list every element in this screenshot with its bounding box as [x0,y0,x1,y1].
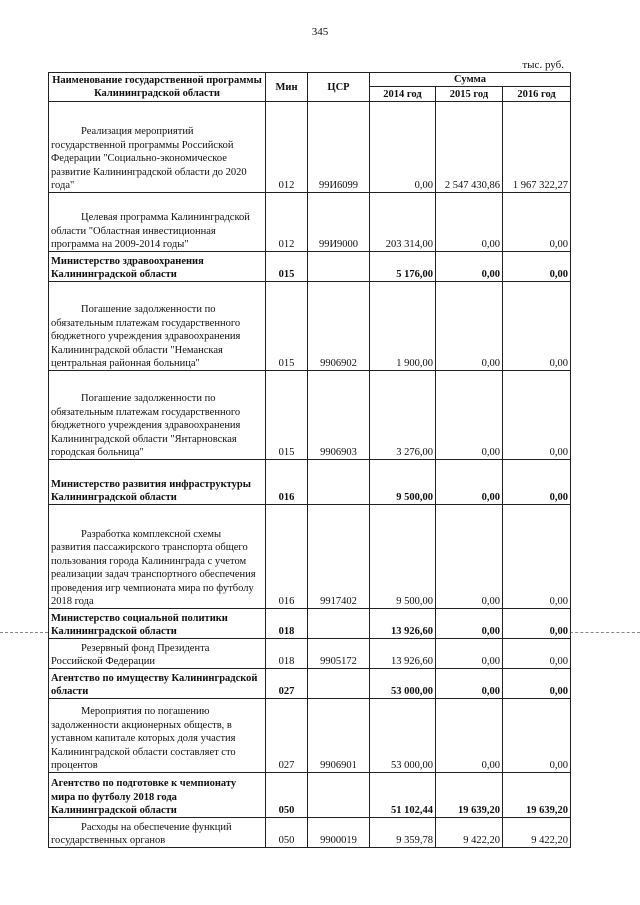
row-min: 012 [266,102,308,193]
row-2014: 9 500,00 [370,460,436,505]
row-name: Министерство социальной политики Калининградской области [49,609,266,639]
table-row [49,193,571,252]
page-number: 345 [311,26,329,38]
row-2016: 19 639,20 [503,773,571,818]
row-2014: 5 176,00 [370,252,436,282]
table-row [49,371,571,460]
row-name: Агентство по имуществу Калининградской области [49,669,266,699]
row-csr: 9905172 [308,639,370,669]
row-min: 012 [266,193,308,252]
row-2016: 1 967 322,27 [503,102,571,193]
row-name: Целевая программа Калининградской области "Областная инвестиционная программа на 2009-2014 годы" [49,193,266,252]
row-2015: 0,00 [436,639,503,669]
table-row [49,699,571,773]
row-2014: 51 102,44 [370,773,436,818]
row-min: 027 [266,699,308,773]
header-csr: ЦСР [308,73,370,102]
row-name: Разработка комплексной схемы развития пассажирского транспорта общего пользования города Калининграда с учетом реализации задач транспортного обеспечения проведения игр чемпионата мира по футболу 2018 года [49,505,266,609]
row-csr [308,669,370,699]
table-row [49,252,571,282]
row-min: 018 [266,639,308,669]
row-2015: 0,00 [436,505,503,609]
row-name: Погашение задолженности по обязательным платежам государственного бюджетного учреждения здравоохранения Калининградской области "Неманская центральная районная больница" [49,282,266,371]
row-2015: 9 422,20 [436,818,503,848]
row-min: 015 [266,252,308,282]
row-2014: 0,00 [370,102,436,193]
row-2014: 1 900,00 [370,282,436,371]
row-2016: 0,00 [503,609,571,639]
row-2016: 0,00 [503,460,571,505]
row-2015: 0,00 [436,282,503,371]
row-2016: 0,00 [503,639,571,669]
row-csr: 9906903 [308,371,370,460]
table-row [49,818,571,848]
row-2016: 0,00 [503,371,571,460]
row-2015: 0,00 [436,460,503,505]
row-csr [308,609,370,639]
row-name: Министерство здравоохранения Калининградской области [49,252,266,282]
row-2014: 53 000,00 [370,699,436,773]
row-2015: 0,00 [436,371,503,460]
table-row [49,505,571,609]
row-name: Погашение задолженности по обязательным платежам государственного бюджетного учреждения здравоохранения Калининградской области "Янтарновская городская больница" [49,371,266,460]
row-name: Агентство по подготовке к чемпионату мира по футболу 2018 года Калининградской области [49,773,266,818]
row-2016: 0,00 [503,699,571,773]
row-name: Расходы на обеспечение функций государственных органов [49,818,266,848]
table-row [49,639,571,669]
scan-artifact-line-left [0,632,48,633]
row-min: 018 [266,609,308,639]
row-min: 016 [266,460,308,505]
unit-label: тыс. руб. [522,59,564,71]
row-csr [308,773,370,818]
row-2014: 3 276,00 [370,371,436,460]
row-2015: 0,00 [436,609,503,639]
row-name: Министерство развития инфраструктуры Калининградской области [49,460,266,505]
row-2014: 203 314,00 [370,193,436,252]
header-2016: 2016 год [503,87,571,102]
header-2015: 2015 год [436,87,503,102]
table-row [49,282,571,371]
row-csr: 9906901 [308,699,370,773]
row-2016: 0,00 [503,193,571,252]
row-csr [308,460,370,505]
header-2014: 2014 год [370,87,436,102]
row-min: 050 [266,773,308,818]
row-2016: 0,00 [503,282,571,371]
header-name: Наименование государственной программы Калининградской области [49,73,266,102]
row-min: 015 [266,371,308,460]
row-min: 050 [266,818,308,848]
header-sum: Сумма [370,73,571,87]
table-row [49,102,571,193]
row-name: Реализация мероприятий государственной программы Российской Федерации "Социально-экономическое развитие Калининградской области до 2020 года" [49,102,266,193]
table-row [49,773,571,818]
row-2014: 13 926,60 [370,609,436,639]
table-row [49,669,571,699]
row-2016: 0,00 [503,252,571,282]
row-2015: 0,00 [436,669,503,699]
row-name: Мероприятия по погашению задолженности акционерных обществ, в уставном капитале которых доля участия Калининградской области составляет сто процентов [49,699,266,773]
row-min: 027 [266,669,308,699]
row-csr: 9900019 [308,818,370,848]
row-2016: 0,00 [503,669,571,699]
row-2016: 9 422,20 [503,818,571,848]
row-name: Резервный фонд Президента Российской Федерации [49,639,266,669]
row-2015: 0,00 [436,699,503,773]
table-row [49,460,571,505]
row-csr: 9906902 [308,282,370,371]
row-csr: 99И9000 [308,193,370,252]
row-2014: 13 926,60 [370,639,436,669]
row-2015: 2 547 430,86 [436,102,503,193]
row-2014: 53 000,00 [370,669,436,699]
row-2016: 0,00 [503,505,571,609]
row-2015: 19 639,20 [436,773,503,818]
row-csr [308,252,370,282]
row-csr: 9917402 [308,505,370,609]
header-min: Мин [266,73,308,102]
row-min: 016 [266,505,308,609]
row-2015: 0,00 [436,252,503,282]
row-csr: 99И6099 [308,102,370,193]
row-2014: 9 500,00 [370,505,436,609]
table-row [49,609,571,639]
row-2014: 9 359,78 [370,818,436,848]
budget-table [48,72,571,848]
row-min: 015 [266,282,308,371]
row-2015: 0,00 [436,193,503,252]
scan-artifact-line-right [570,632,640,633]
